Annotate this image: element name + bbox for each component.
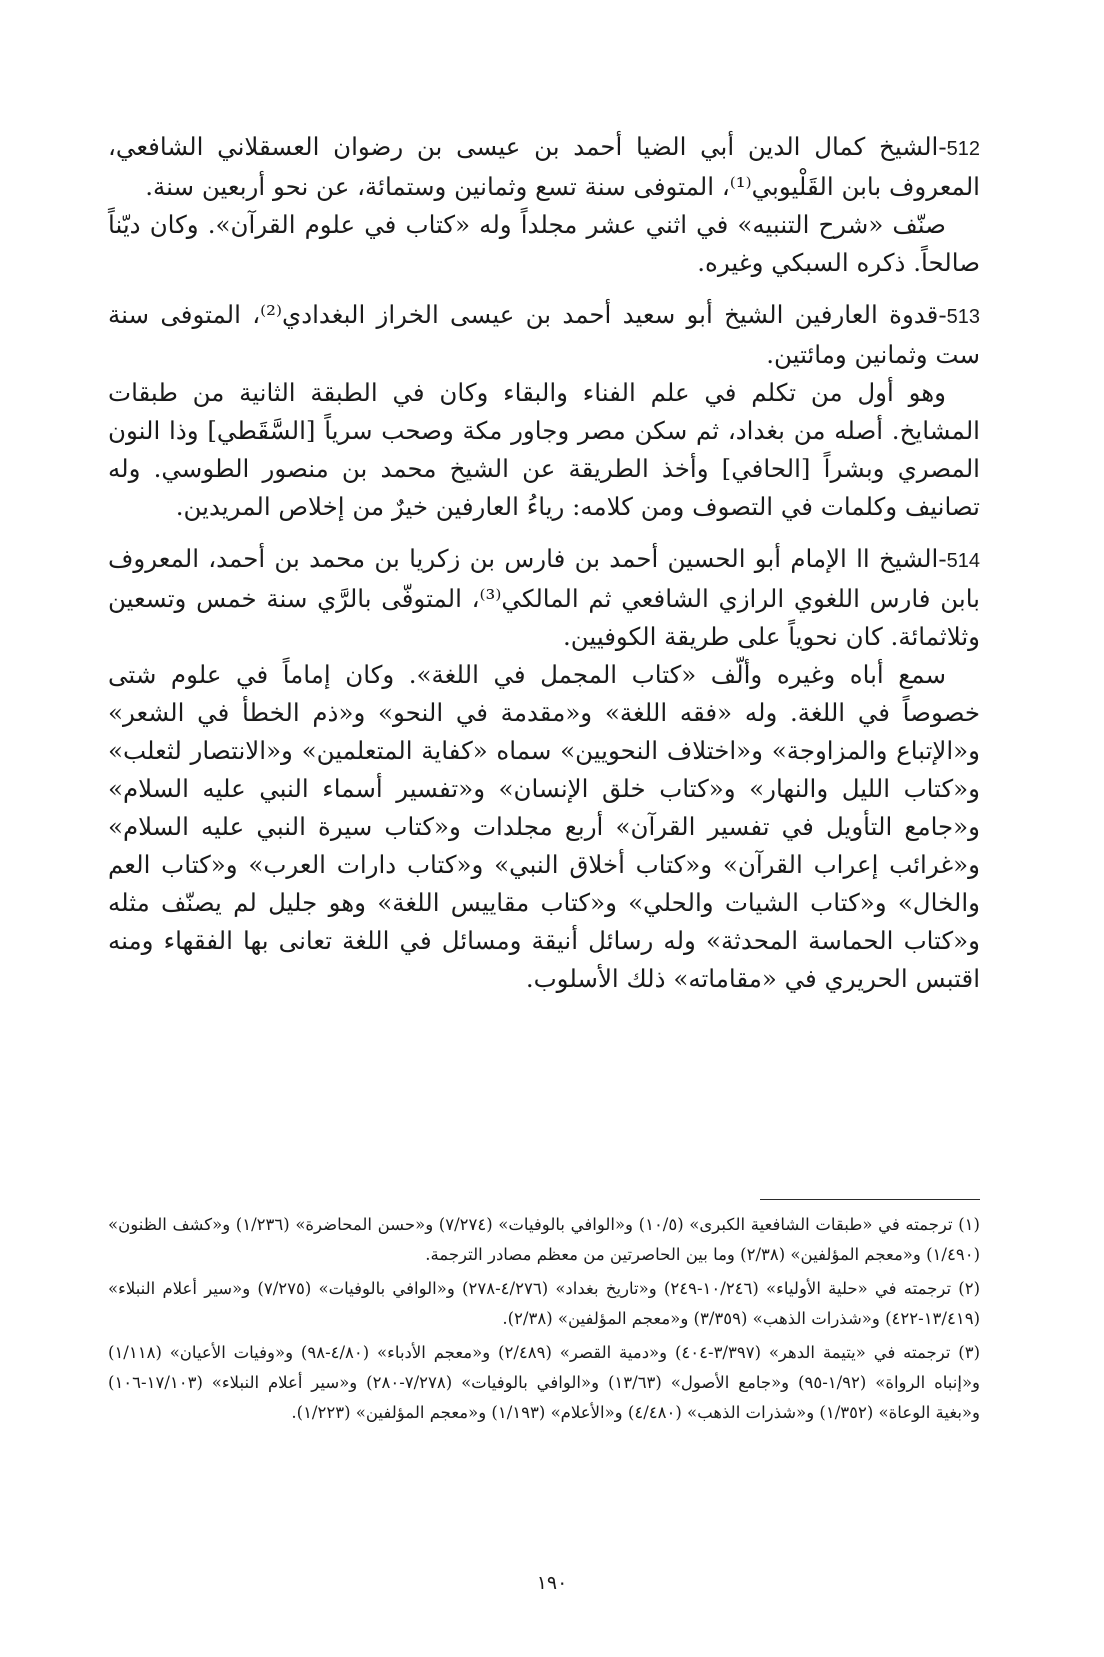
entry-heading [108, 128, 980, 206]
main-text [108, 128, 980, 1012]
entry-paragraph: سمع أباه وغيره وألّف «كتاب المجمل في اللغة». وكان إماماً في علوم شتى خصوصاً في اللغة. وله «فقه اللغة» و«مقدمة في النحو» و«ذم الخطأ في الشعر» و«الإتباع والمزاوجة» و«اختلاف النحويين» سماه «كفاية المتعلمين» و«الانتصار لثعلب» و«كتاب الليل والنهار» و«كتاب خلق الإنسان» و«تفسير أسماء النبي عليه السلام» و«جامع التأويل في تفسير القرآن» أربع مجلدات و«كتاب سيرة النبي عليه السلام» و«غرائب إعراب القرآن» و«كتاب أخلاق النبي» و«كتاب دارات العرب» و«كتاب العم والخال» و«كتاب الشيات والحلي» و«كتاب مقاييس اللغة» وهو جليل لم يصنّف مثله و«كتاب الحماسة المحدثة» وله رسائل أنيقة ومسائل في اللغة تعانى بها الفقهاء ومنه اقتبس الحريري في «مقاماته» ذلك الأسلوب. [108, 660, 980, 993]
footnote-3: (٣) ترجمته في «يتيمة الدهر» (٣/٣٩٧-٤٠٤) و«دمية القصر» (٢/٤٨٩) و«معجم الأدباء» (٤/٨٠-٩٨) و«وفيات الأعيان» (١/١١٨) و«إنباه الرواة» (١/٩٢-٩٥) و«جامع الأصول» (١٣/٦٣) و«الوافي بالوفيات» (٧/٢٧٨-٢٨٠) و«سير أعلام النبلاء» (١٧/١٠٣-١٠٦) و«بغية الوعاة» (١/٣٥٢) و«شذرات الذهب» (٤/٤٨٠) و«الأعلام» (١/١٩٣) و«معجم المؤلفين» (١/٢٢٣). [108, 1343, 981, 1422]
entry-paragraph: صنّف «شرح التنبيه» في اثني عشر مجلداً وله «كتاب في علوم القرآن». وكان ديّناً صالحاً. ذكره السبكي وغيره. [108, 210, 980, 277]
footnote-separator [760, 1199, 980, 1200]
footnote-2: (٢) ترجمته في «حلية الأولياء» (١٠/٢٤٦-٢٤٩) و«تاريخ بغداد» (٤/٢٧٦-٢٧٨) و«الوافي بالوفيات» (٧/٢٧٥) و«سير أعلام النبلاء» (١٣/٤١٩-٤٢٢) و«شذرات الذهب» (٣/٣٥٩) و«معجم المؤلفين» (٢/٣٨). [108, 1279, 981, 1328]
entry-heading-text: -الشيخ اا الإمام أبو الحسين أحمد بن فارس بن زكريا بن محمد بن أحمد، المعروف بابن فارس اللغوي الرازي الشافعي ثم المالكي⁽³⁾، المتوفّى بالرَّي سنة خمس وتسعين وثلاثمائة. كان نحوياً على طريقة الكوفيين. [108, 544, 980, 651]
entry-number: 513 [946, 306, 980, 328]
entry-heading [108, 296, 980, 374]
footnotes [108, 1210, 980, 1432]
entry-512 [108, 128, 980, 282]
entry-heading-text: -الشيخ كمال الدين أبي الضيا أحمد بن عيسى بن رضوان العسقلاني الشافعي، المعروف بابن القَلْيوبي⁽¹⁾، المتوفى سنة تسع وثمانين وستمائة، عن نحو أربعين سنة. [108, 132, 980, 201]
entry-number: 514 [946, 550, 980, 572]
page-number: ١٩٠ [536, 1572, 568, 1594]
entry-513 [108, 296, 980, 526]
entry-514 [108, 540, 980, 998]
entry-number: 512 [946, 138, 980, 160]
entry-paragraph: وهو أول من تكلم في علم الفناء والبقاء وكان في الطبقة الثانية من طبقات المشايخ. أصله من بغداد، ثم سكن مصر وجاور مكة وصحب سرياً [السَّقَطي] وذا النون المصري وبشراً [الحافي] وأخذ الطريقة عن الشيخ محمد بن منصور الطوسي. وله تصانيف وكلمات في التصوف ومن كلامه: رياءُ العارفين خيرٌ من إخلاص المريدين. [108, 378, 980, 521]
entry-heading-text: -قدوة العارفين الشيخ أبو سعيد أحمد بن عيسى الخراز البغدادي⁽²⁾، المتوفى سنة ست وثمانين ومائتين. [108, 300, 980, 369]
entry-heading [108, 540, 980, 656]
footnote-1: (١) ترجمته في «طبقات الشافعية الكبرى» (١٠/٥) و«الوافي بالوفيات» (٧/٢٧٤) و«حسن المحاضرة» (١/٢٣٦) و«كشف الظنون» (١/٤٩٠) و«معجم المؤلفين» (٢/٣٨) وما بين الحاصرتين من معظم مصادر الترجمة. [108, 1215, 980, 1264]
